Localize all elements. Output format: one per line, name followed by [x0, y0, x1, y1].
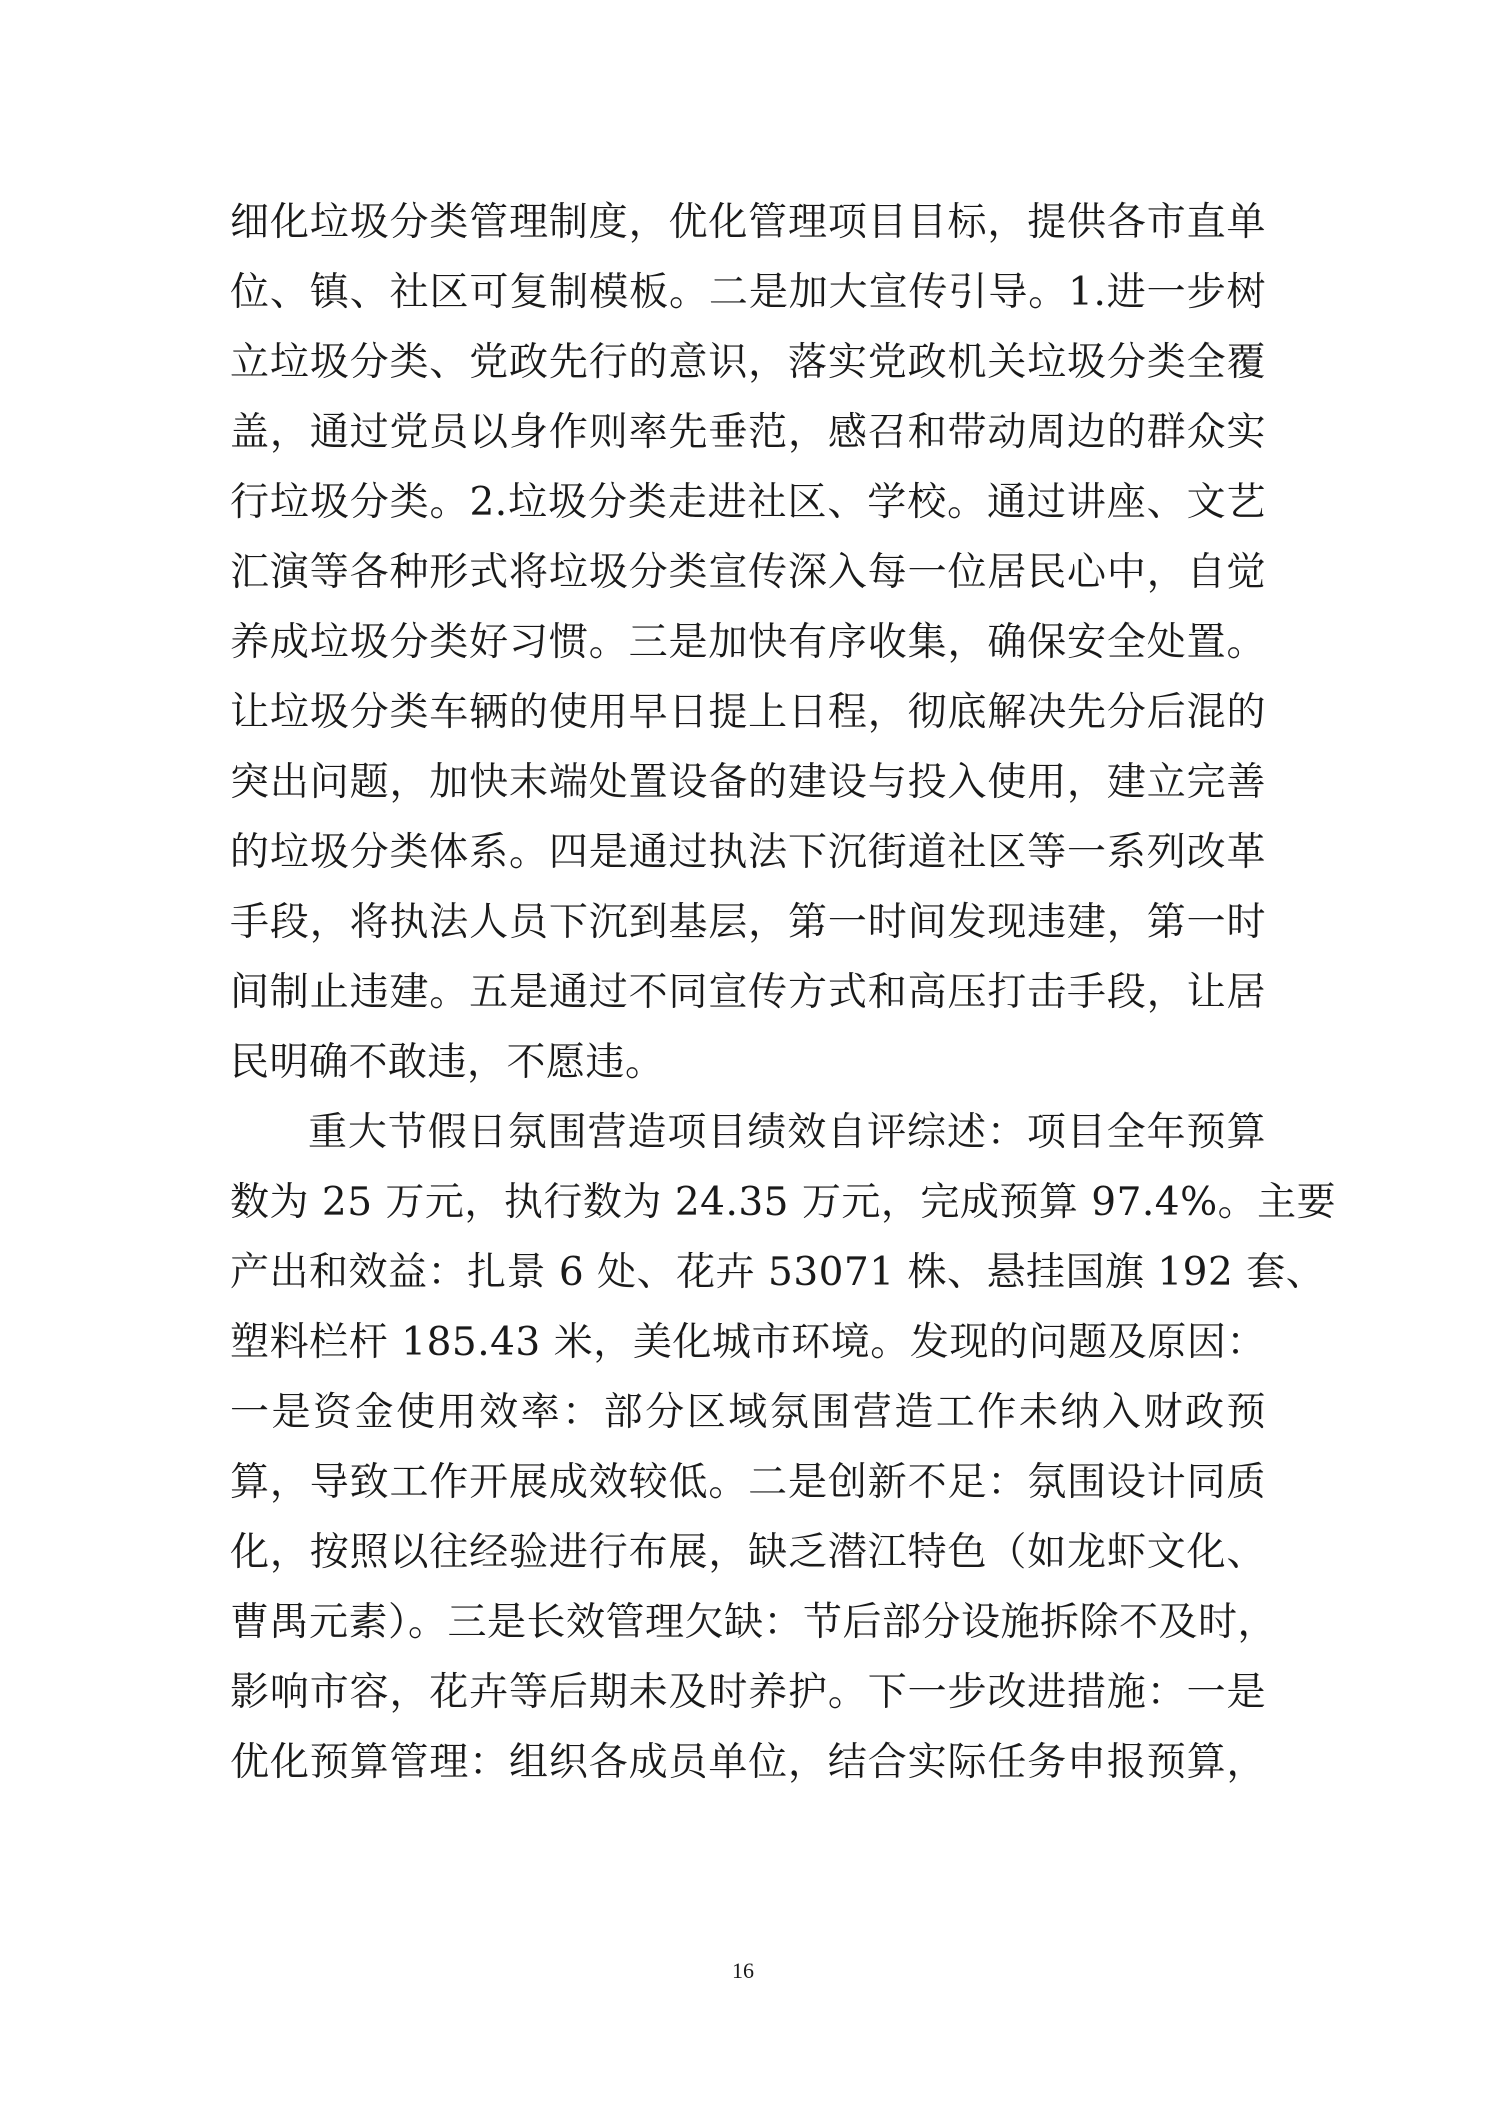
text-line: 养成垃圾分类好习惯。三是加快有序收集，确保安全处置。: [230, 620, 1266, 665]
text-line: 汇演等各种形式将垃圾分类宣传深入每一位居民心中，自觉: [230, 550, 1266, 595]
text-line: 间制止违建。五是通过不同宣传方式和高压打击手段，让居: [230, 970, 1266, 1015]
text-line: 盖，通过党员以身作则率先垂范，感召和带动周边的群众实: [230, 410, 1266, 455]
text-line: 的垃圾分类体系。四是通过执法下沉街道社区等一系列改革: [230, 830, 1266, 875]
text-line: 行垃圾分类。2.垃圾分类走进社区、学校。通过讲座、文艺: [230, 480, 1266, 525]
text-line: 产出和效益：扎景 6 处、花卉 53071 株、悬挂国旗 192 套、: [230, 1250, 1326, 1295]
text-line: 手段，将执法人员下沉到基层，第一时间发现违建，第一时: [230, 900, 1266, 945]
text-line: 突出问题，加快末端处置设备的建设与投入使用，建立完善: [230, 760, 1266, 805]
body-text: [230, 188, 1337, 1798]
text-line: 化，按照以往经验进行布展，缺乏潜江特色（如龙虾文化、: [230, 1530, 1266, 1575]
text-line: 让垃圾分类车辆的使用早日提上日程，彻底解决先分后混的: [230, 690, 1266, 735]
text-line: 算，导致工作开展成效较低。二是创新不足：氛围设计同质: [230, 1460, 1266, 1505]
text-line: 曹禺元素）。三是长效管理欠缺：节后部分设施拆除不及时，: [230, 1600, 1278, 1645]
text-line: 一是资金使用效率：部分区域氛围营造工作未纳入财政预: [230, 1390, 1266, 1435]
text-line: 数为 25 万元，执行数为 24.35 万元，完成预算 97.4%。主要: [230, 1180, 1337, 1225]
text-line: 优化预算管理：组织各成员单位，结合实际任务申报预算，: [230, 1740, 1266, 1785]
paragraph-first-line: 重大节假日氛围营造项目绩效自评综述：项目全年预算: [308, 1110, 1266, 1155]
text-line: 塑料栏杆 185.43 米，美化城市环境。发现的问题及原因：: [230, 1320, 1266, 1365]
text-line: 位、镇、社区可复制模板。二是加大宣传引导。1.进一步树: [230, 270, 1266, 315]
paragraph-end-line: 民明确不敢违，不愿违。: [230, 1040, 665, 1085]
page-number: 16: [732, 1958, 754, 1983]
text-line: 细化垃圾分类管理制度，优化管理项目目标，提供各市直单: [230, 200, 1266, 245]
text-line: 影响市容，花卉等后期未及时养护。下一步改进措施：一是: [230, 1670, 1266, 1715]
text-line: 立垃圾分类、党政先行的意识，落实党政机关垃圾分类全覆: [230, 340, 1266, 385]
